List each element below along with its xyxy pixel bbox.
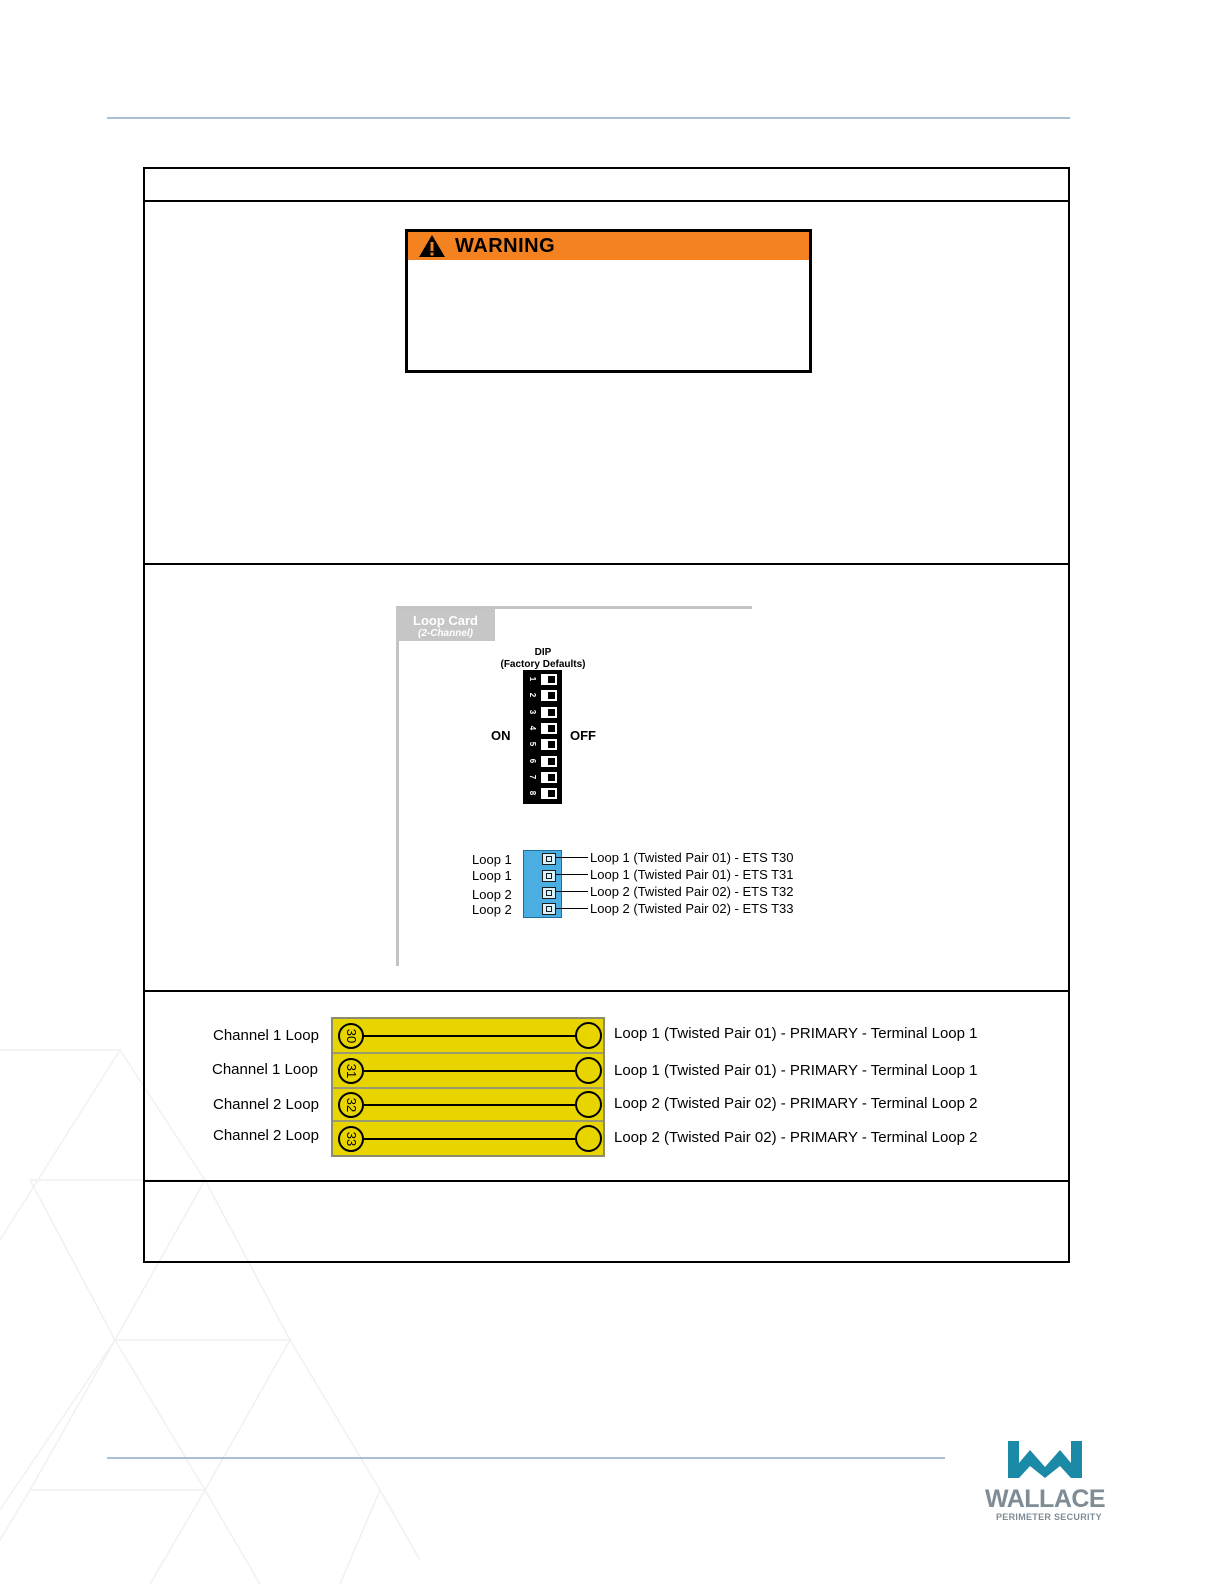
terminal-screw-circle bbox=[575, 1125, 602, 1152]
loop-card-title: Loop Card bbox=[413, 613, 478, 628]
logo-tagline: PERIMETER SECURITY bbox=[996, 1512, 1102, 1522]
terminal-wire bbox=[363, 1138, 575, 1140]
terminal-screw-circle bbox=[575, 1022, 602, 1049]
terminal-left-label: Loop 1 bbox=[472, 868, 512, 883]
wallace-logo-mark-icon bbox=[1008, 1441, 1082, 1479]
board-right-label: Loop 2 (Twisted Pair 02) - PRIMARY - Terminal Loop 2 bbox=[614, 1129, 978, 1146]
board-row-divider bbox=[333, 1087, 603, 1089]
terminal-screw-circle bbox=[575, 1057, 602, 1084]
board-left-label: Channel 2 Loop bbox=[213, 1127, 319, 1144]
terminal-screw bbox=[542, 887, 556, 899]
dip-switch[interactable] bbox=[541, 690, 557, 701]
dip-switch[interactable] bbox=[541, 756, 557, 767]
dip-off-label: OFF bbox=[570, 728, 596, 743]
table-row-divider bbox=[145, 563, 1068, 565]
table-row-divider bbox=[145, 1180, 1068, 1182]
terminal-number: 32 bbox=[338, 1092, 364, 1118]
dip-switch-number: 7 bbox=[528, 774, 537, 780]
terminal-left-label: Loop 1 bbox=[472, 852, 512, 867]
dip-switch-number: 2 bbox=[528, 692, 537, 698]
board-left-label: Channel 1 Loop bbox=[213, 1027, 319, 1044]
terminal-wire bbox=[363, 1035, 575, 1037]
terminal-left-label: Loop 2 bbox=[472, 887, 512, 902]
dip-on-label: ON bbox=[491, 728, 511, 743]
terminal-board bbox=[331, 1017, 605, 1157]
warning-header bbox=[408, 232, 809, 260]
warning-box bbox=[405, 229, 812, 373]
board-row-divider bbox=[333, 1120, 603, 1122]
terminal-screw-circle bbox=[575, 1091, 602, 1118]
board-left-label: Channel 2 Loop bbox=[213, 1096, 319, 1113]
lead-line bbox=[556, 857, 588, 858]
lead-line bbox=[556, 908, 588, 909]
lead-line bbox=[556, 874, 588, 875]
board-row-divider bbox=[333, 1052, 603, 1054]
terminal-right-label: Loop 1 (Twisted Pair 01) - ETS T30 bbox=[590, 850, 794, 865]
terminal-wire bbox=[363, 1104, 575, 1106]
dip-switch[interactable] bbox=[541, 723, 557, 734]
terminal-left-label: Loop 2 bbox=[472, 902, 512, 917]
dip-title: DIP bbox=[534, 647, 552, 658]
board-right-label: Loop 1 (Twisted Pair 01) - PRIMARY - Terminal Loop 1 bbox=[614, 1025, 978, 1042]
terminal-right-label: Loop 1 (Twisted Pair 01) - ETS T31 bbox=[590, 867, 794, 882]
dip-switch[interactable] bbox=[541, 674, 557, 685]
dip-switch[interactable] bbox=[541, 739, 557, 750]
board-left-label: Channel 1 Loop bbox=[212, 1061, 318, 1078]
terminal-screw bbox=[542, 870, 556, 882]
board-right-label: Loop 2 (Twisted Pair 02) - PRIMARY - Terminal Loop 2 bbox=[614, 1095, 978, 1112]
terminal-right-label: Loop 2 (Twisted Pair 02) - ETS T32 bbox=[590, 884, 794, 899]
table-row-divider bbox=[145, 200, 1068, 202]
lead-line bbox=[556, 891, 588, 892]
dip-switch-number: 1 bbox=[528, 676, 537, 682]
dip-switch-number: 4 bbox=[528, 725, 537, 731]
table-row-divider bbox=[145, 990, 1068, 992]
dip-switch-number: 5 bbox=[528, 741, 537, 747]
dip-switch-number: 8 bbox=[528, 790, 537, 796]
terminal-screw bbox=[542, 853, 556, 865]
logo-wordmark: WALLACE bbox=[985, 1485, 1106, 1513]
terminal-number: 31 bbox=[338, 1058, 364, 1084]
dip-subtitle: (Factory Defaults) bbox=[500, 659, 586, 670]
terminal-screw bbox=[542, 903, 556, 915]
terminal-number: 30 bbox=[338, 1023, 364, 1049]
board-right-label: Loop 1 (Twisted Pair 01) - PRIMARY - Terminal Loop 1 bbox=[614, 1062, 978, 1079]
dip-switch-number: 3 bbox=[528, 709, 537, 715]
dip-switch-bank bbox=[523, 670, 562, 804]
header-rule bbox=[107, 117, 1070, 119]
dip-switch-number: 6 bbox=[528, 758, 537, 764]
warning-label: WARNING bbox=[455, 235, 556, 257]
loop-card-subtitle: (2-Channel) bbox=[418, 628, 473, 639]
terminal-number: 33 bbox=[338, 1126, 364, 1152]
terminal-wire bbox=[363, 1070, 575, 1072]
dip-switch[interactable] bbox=[541, 707, 557, 718]
loop-card-tab bbox=[396, 609, 495, 641]
footer-rule bbox=[107, 1457, 945, 1459]
terminal-right-label: Loop 2 (Twisted Pair 02) - ETS T33 bbox=[590, 901, 794, 916]
dip-switch[interactable] bbox=[541, 788, 557, 799]
card-left-border bbox=[396, 606, 399, 966]
warning-triangle-icon bbox=[418, 234, 446, 258]
dip-switch[interactable] bbox=[541, 772, 557, 783]
